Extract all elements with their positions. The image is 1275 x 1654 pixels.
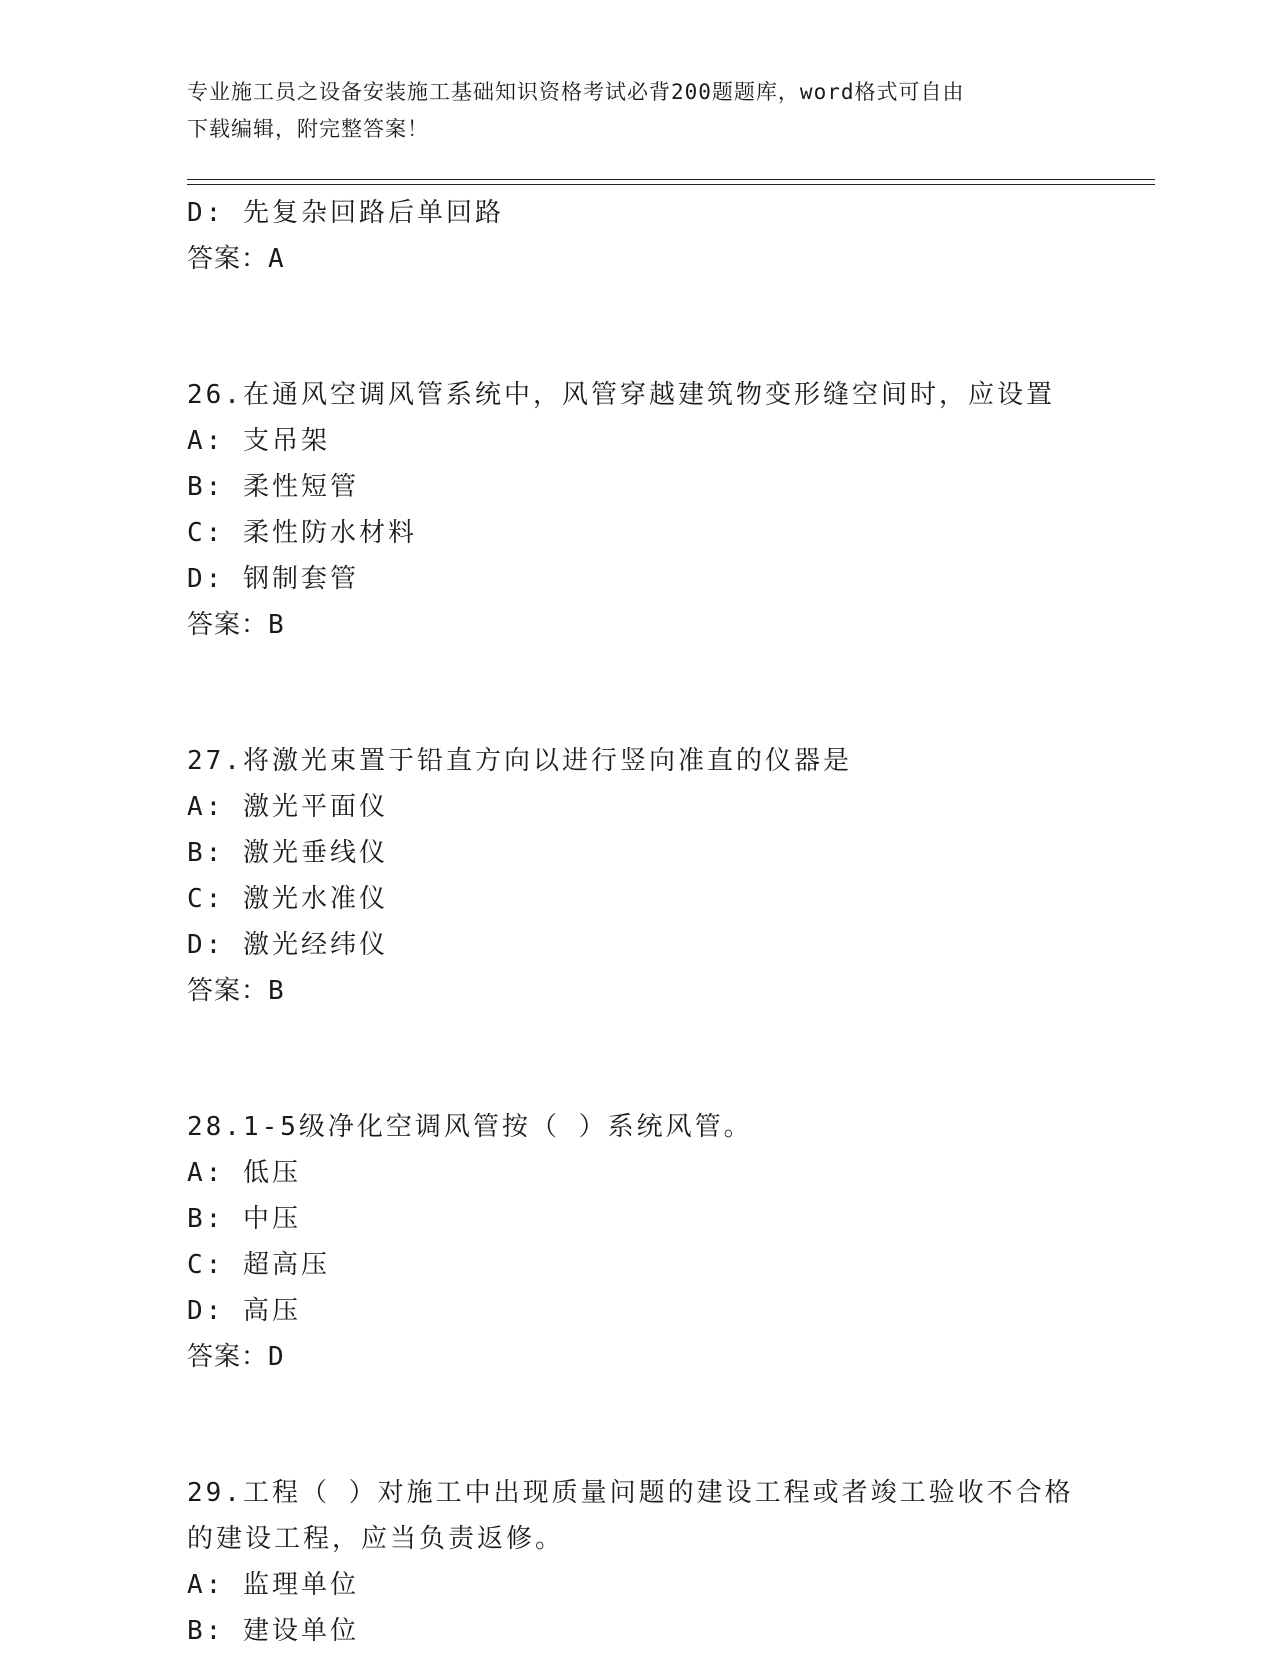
option-b: B: 建设单位 (187, 1616, 359, 1646)
option-d: D: 高压 (187, 1296, 301, 1326)
header-line-1: 专业施工员之设备安装施工基础知识资格考试必背200题题库，word格式可自由 (187, 80, 965, 104)
option-b: B: 柔性短管 (187, 472, 359, 502)
question-28 (187, 1104, 1087, 1380)
option-a: A: 监理单位 (187, 1570, 359, 1600)
answer-line (187, 1334, 1087, 1380)
answer-line (187, 968, 1087, 1014)
option-d: D: 先复杂回路后单回路 (187, 198, 504, 228)
header-line-2: 下载编辑，附完整答案！ (187, 117, 429, 141)
question-list (187, 190, 1087, 1654)
option-b: B: 激光垂线仪 (187, 838, 388, 868)
answer-line (187, 236, 1087, 282)
question-text: 27.将激光束置于铅直方向以进行竖向准直的仪器是 (187, 746, 852, 776)
answer-value: B (268, 976, 285, 1006)
answer-value: B (268, 610, 285, 640)
option-b: B: 中压 (187, 1204, 301, 1234)
question-27 (187, 738, 1087, 1014)
option-c: C: 激光水准仪 (187, 884, 388, 914)
option-a: A: 激光平面仪 (187, 792, 388, 822)
question-25-tail (187, 190, 1087, 282)
question-gap (187, 648, 1087, 738)
option-c: C: 超高压 (187, 1250, 330, 1280)
option-a: A: 低压 (187, 1158, 301, 1188)
question-gap (187, 1380, 1087, 1470)
answer-value: A (268, 244, 285, 274)
question-26 (187, 372, 1087, 648)
answer-label: 答案： (187, 610, 269, 640)
answer-label: 答案： (187, 976, 269, 1006)
question-gap (187, 1014, 1087, 1104)
answer-label: 答案： (187, 1342, 269, 1372)
option-c: C: 柔性防水材料 (187, 518, 417, 548)
option-d: D: 钢制套管 (187, 564, 359, 594)
question-text: 28.1-5级净化空调风管按（ ）系统风管。 (187, 1112, 753, 1142)
question-gap (187, 282, 1087, 372)
document-header (187, 74, 1087, 148)
header-rule-top (187, 179, 1155, 180)
question-text-line-1: 29.工程（ ）对施工中出现质量问题的建设工程或者竣工验收不合格 (187, 1478, 1074, 1508)
header-rule-bottom (187, 184, 1155, 185)
question-text-line-2: 的建设工程，应当负责返修。 (187, 1524, 565, 1554)
answer-label: 答案： (187, 244, 269, 274)
option-a: A: 支吊架 (187, 426, 330, 456)
question-text: 26.在通风空调风管系统中，风管穿越建筑物变形缝空间时，应设置 (187, 380, 1055, 410)
option-d: D: 激光经纬仪 (187, 930, 388, 960)
answer-value: D (268, 1342, 285, 1372)
question-29 (187, 1470, 1087, 1654)
answer-line (187, 602, 1087, 648)
